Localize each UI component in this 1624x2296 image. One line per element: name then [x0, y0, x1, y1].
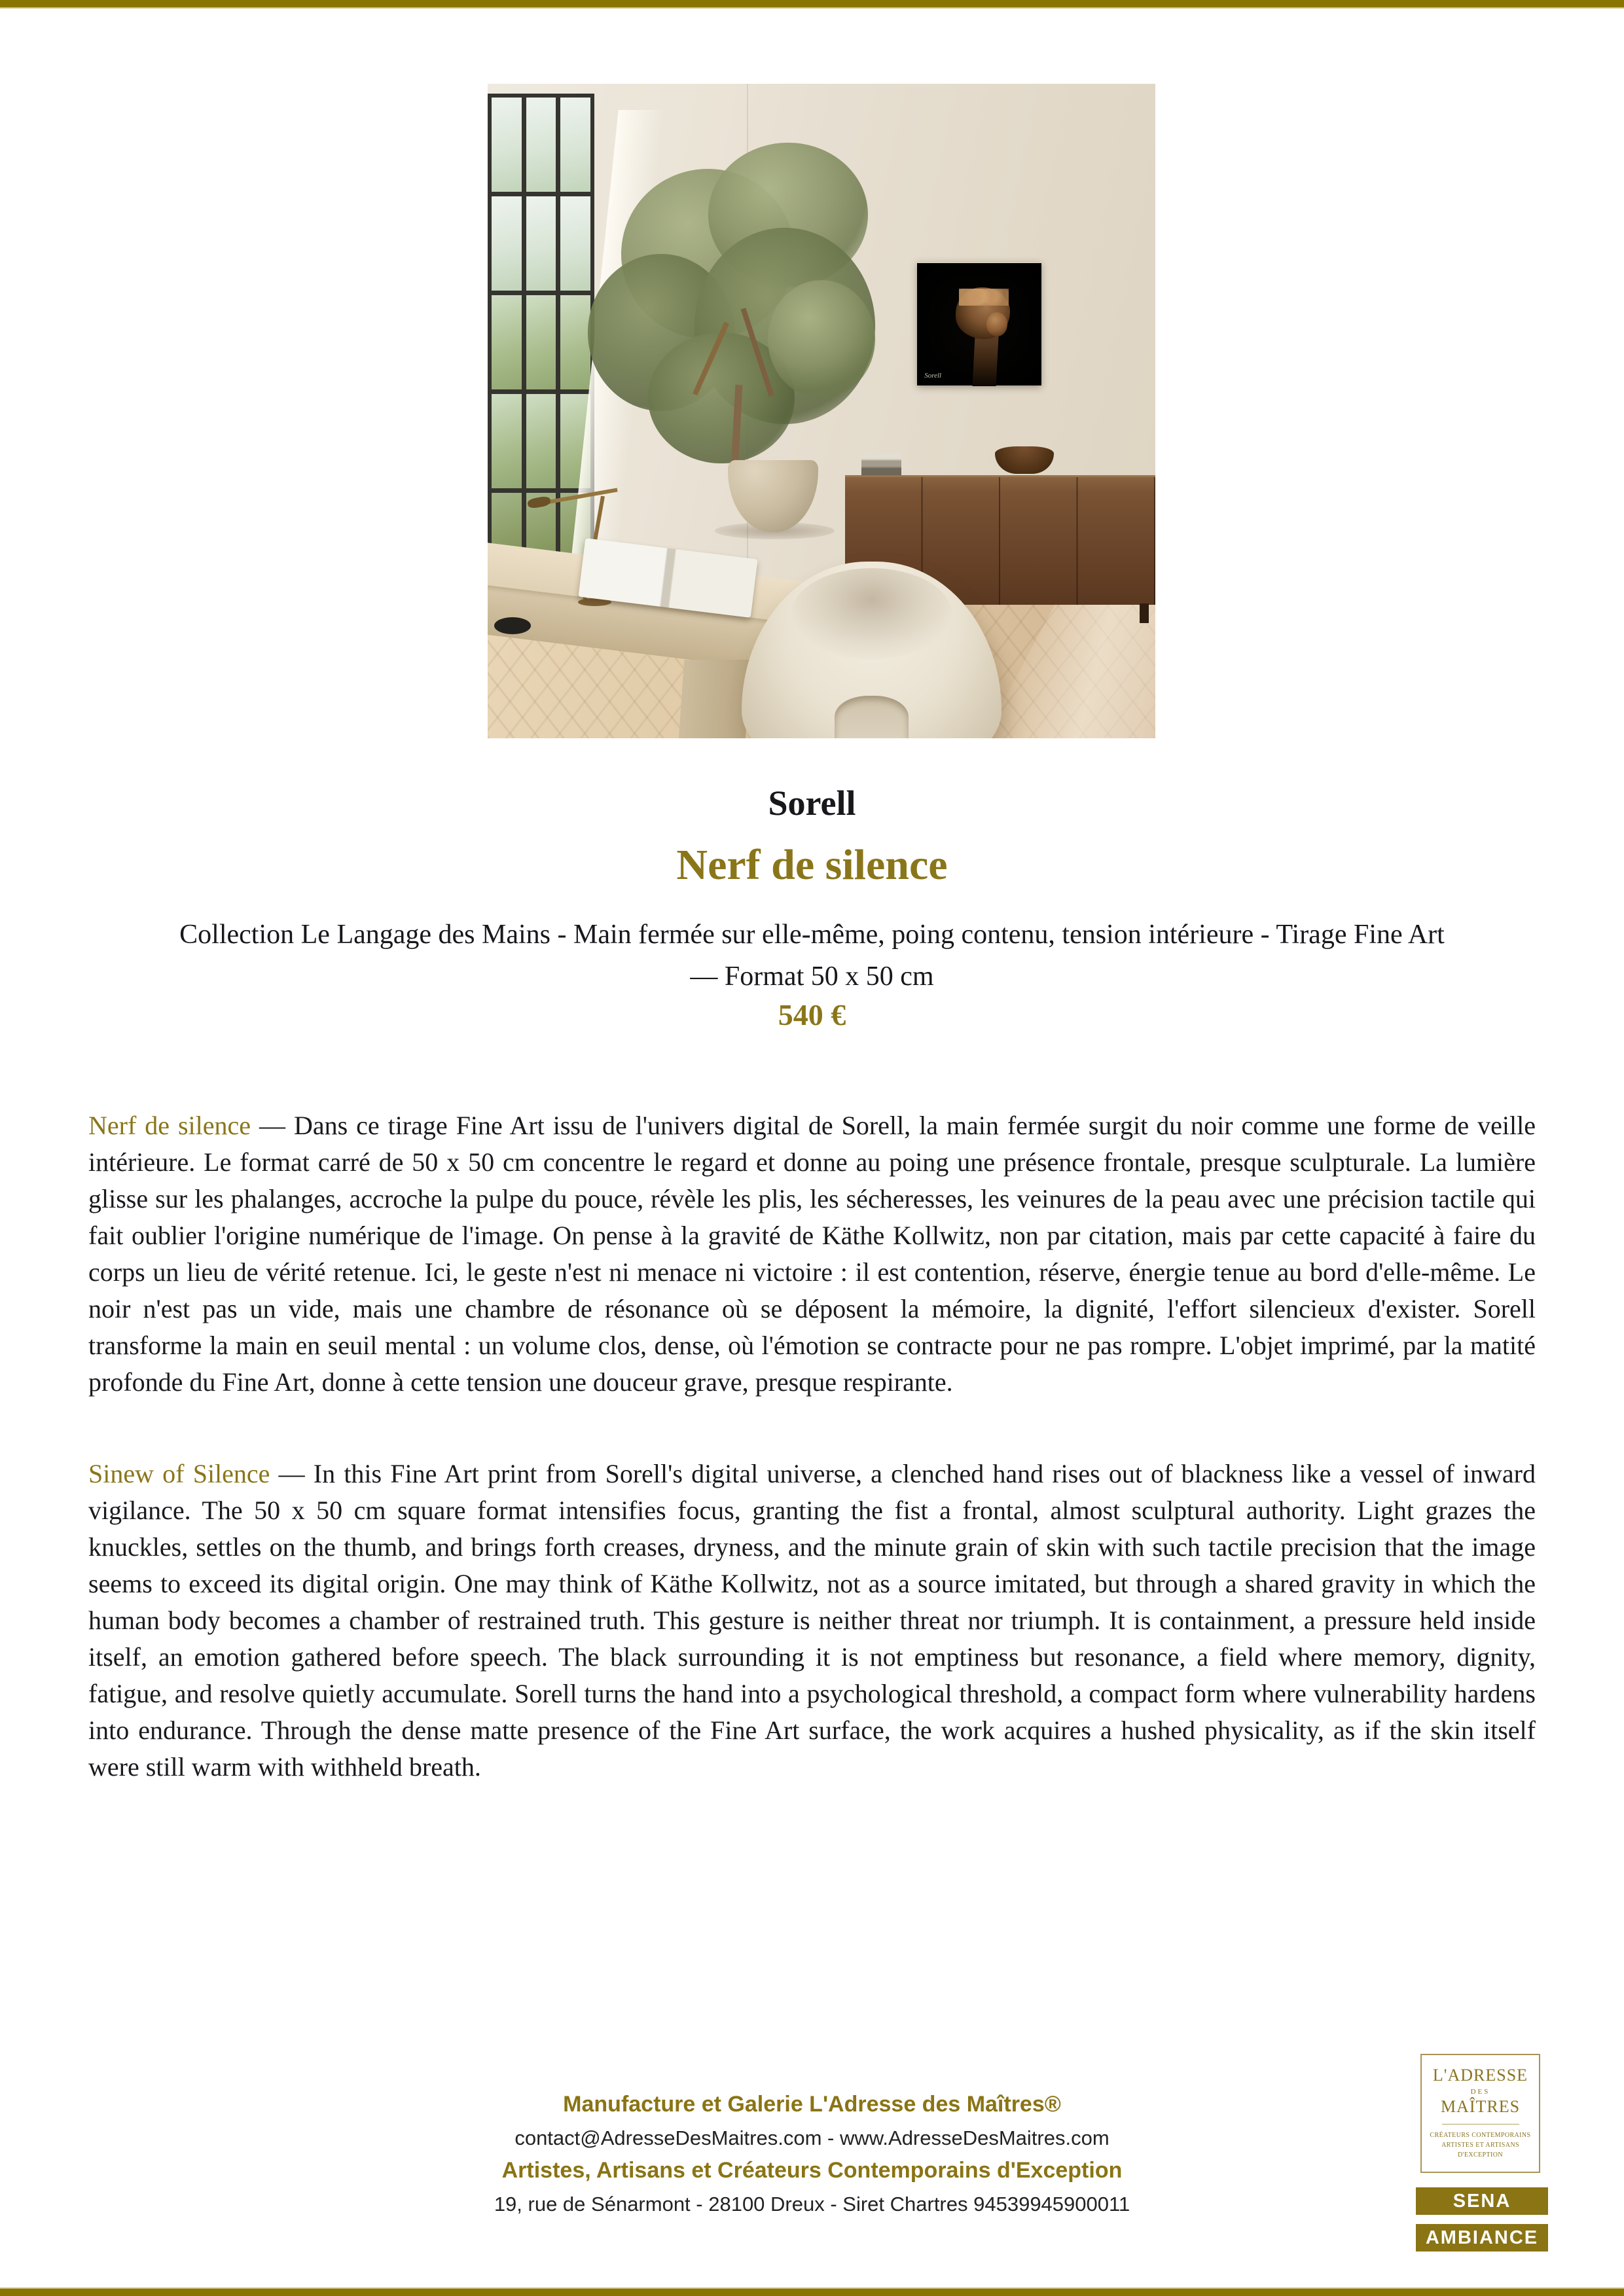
boucle-chair-base: [835, 696, 908, 738]
english-body-text: — In this Fine Art print from Sorell's digital universe, a clenched hand rises out of blackness like a vessel of inward vigilance. The 50 x 50 cm square format intensifies focus, granting the fist a frontal, almost sculptural authority. Light grazes the knuckles, settles on the thumb, and brings forth creases, dryness, and the minute grain of skin with such tactile precision that the image seems to exceed its digital origin. One may think of Käthe Kollwitz, not as a source imitated, but through a shared gravity in which the human body becomes a chamber of restrained truth. This gesture is neither threat nor triumph. It is containment, a pressure held inside itself, an emotion gathered before speech. The black surrounding it is not emptiness but resonance, a field where memory, dignity, fatigue, and resolve quietly accumulate. Sorell turns the hand into a psychological threshold, a compact form where vulnerability hardens into endurance. Through the dense matte presence of the Fine Art surface, the work acquires a hushed physicality, as if the skin itself were still warm with withheld breath.: [88, 1459, 1536, 1782]
logo-line-adresse: L'ADRESSE: [1432, 2066, 1528, 2085]
travertine-table-leg: [679, 660, 751, 738]
window-pane: [492, 295, 522, 389]
window-pane: [492, 394, 522, 488]
logo-line-artistes: ARTISTES ET ARTISANS: [1441, 2142, 1519, 2149]
gallery-logo: [1420, 2054, 1540, 2173]
window-pane: [526, 394, 556, 488]
artwork-subtitle: [88, 914, 1536, 997]
artwork-title: Nerf de silence: [676, 841, 948, 889]
window-pane: [560, 295, 590, 389]
gallery-name: Manufacture et Galerie L'Adresse des Maîtres®: [563, 2092, 1061, 2117]
footer: [0, 2092, 1624, 2216]
subtitle-format-line: — Format 50 x 50 cm: [690, 961, 934, 992]
logo-line-createurs: CRÉATEURS CONTEMPORAINS: [1430, 2132, 1531, 2139]
window-pane: [526, 295, 556, 389]
tagline: Artistes, Artisans et Créateurs Contemporains d'Exception: [501, 2158, 1123, 2183]
olive-tree-canopy: [768, 280, 875, 398]
bottom-accent-bar: [0, 2287, 1624, 2296]
logo-line-maitres: MAÎTRES: [1440, 2097, 1521, 2116]
french-body-text: — Dans ce tirage Fine Art issu de l'univers digital de Sorell, la main fermée surgit du noir comme une forme de veille intérieure. Le format carré de 50 x 50 cm concentre le regard et donne au poing une présence frontale, presque sculpturale. La lumière glisse sur les phalanges, accroche la pulpe du pouce, révèle les plis, les sécheresses, les veinures de la peau avec une précision tactile qui fait oublier l'origine numérique de l'image. On pense à la gravité de Käthe Kollwitz, non par citation, mais par cette capacité à faire du corps un lieu de vérité retenue. Ici, le geste n'est ni menace ni victoire : il est contention, réserve, énergie tenue au bord d'elle-même. Le noir n'est pas un vide, mais une chambre de résonance où se déposent la mémoire, la dignité, l'effort silencieux d'exister. Sorell transforme la main en seuil mental : un volume clos, dense, où l'émotion se contracte pour ne pas rompre. L'objet imprimé, par la matité profonde du Fine Art, donne à cette tension une douceur grave, presque respirante.: [88, 1111, 1536, 1397]
window-pane: [526, 98, 556, 192]
artist-name: Sorell: [768, 783, 856, 823]
plant-pot: [728, 460, 818, 532]
window-pane: [492, 196, 522, 291]
fist-thumb: [986, 312, 1007, 336]
small-black-bowl: [494, 617, 531, 634]
book-stack: [861, 453, 901, 475]
price: 540 €: [778, 998, 846, 1031]
interior-photo: [488, 84, 1155, 738]
logo-line-exception: D'EXCEPTION: [1458, 2151, 1503, 2159]
subtitle-collection-line: Collection Le Langage des Mains - Main fermée sur elle-même, poing contenu, tension intérieure - Tirage Fine Art: [179, 920, 1445, 950]
window-pane: [560, 196, 590, 291]
window-pane: [492, 98, 522, 192]
top-accent-bar: [0, 0, 1624, 9]
framed-artwork-fist: [917, 262, 1041, 386]
description-block: [88, 1107, 1536, 1785]
logo-divider: [1442, 2124, 1519, 2125]
boucle-chair-hollow: [791, 568, 952, 660]
window-pane: [560, 98, 590, 192]
wood-bowl: [995, 446, 1054, 474]
sideboard-leg: [1140, 603, 1149, 623]
address-line: 19, rue de Sénarmont - 28100 Dreux - Siret Chartres 94539945900011: [494, 2193, 1130, 2215]
french-lead-title: Nerf de silence: [88, 1111, 251, 1140]
artwork-signature: Sorell: [924, 371, 942, 380]
french-description: [88, 1107, 1536, 1401]
badge-sena: SENA: [1416, 2187, 1548, 2215]
english-lead-title: Sinew of Silence: [88, 1459, 270, 1488]
badge-ambiance: AMBIANCE: [1416, 2224, 1548, 2251]
fist-knuckles: [959, 289, 1009, 306]
contact-line: contact@AdresseDesMaitres.com - www.AdresseDesMaitres.com: [514, 2126, 1110, 2149]
english-description: [88, 1456, 1536, 1785]
window-pane: [526, 196, 556, 291]
logo-line-des: DES: [1470, 2088, 1490, 2096]
